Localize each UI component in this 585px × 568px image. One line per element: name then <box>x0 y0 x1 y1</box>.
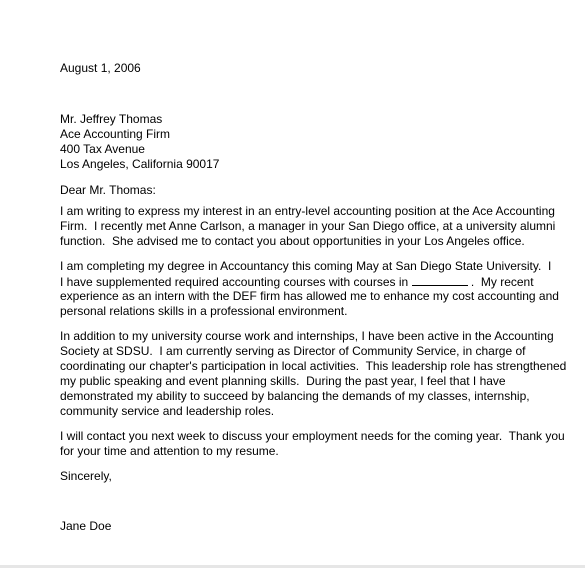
recipient-company: Ace Accounting Firm <box>60 127 171 141</box>
salutation: Dear Mr. Thomas: <box>60 183 156 197</box>
paragraph2-text-after-blank: . My recent <box>467 275 534 289</box>
paragraph3-line: In addition to my university course work and internships, I have been active in the Accounting <box>60 329 554 343</box>
paragraph1-line: I am writing to express my interest in an entry-level accounting position at the Ace Accounting <box>60 204 555 218</box>
fill-in-blank <box>412 274 468 286</box>
paragraph3-line: Society at SDSU. I am currently serving as Director of Community Service, in charge of <box>60 344 526 358</box>
signature-name: Jane Doe <box>60 519 112 533</box>
paragraph3-line: my public speaking and event planning skills. During the past year, I feel that I have <box>60 374 506 388</box>
recipient-street: 400 Tax Avenue <box>60 142 145 156</box>
paragraph3-line: community service and leadership roles. <box>60 404 275 418</box>
recipient-name: Mr. Jeffrey Thomas <box>60 112 163 126</box>
paragraph4-line: I will contact you next week to discuss your employment needs for the coming year. Thank you <box>60 429 565 443</box>
paragraph2-text-before-blank: I have supplemented required accounting courses with courses in <box>60 275 412 289</box>
paragraph3-line: coordinating our chapter's participation in local activities. This leadership role has strengthened <box>60 359 567 373</box>
paragraph2-line: I am completing my degree in Accountancy this coming May at San Diego State University. I <box>60 259 552 273</box>
paragraph3-line: demonstrated my ability to succeed by balancing the demands of my classes, internship, <box>60 389 530 403</box>
letter-date: August 1, 2006 <box>60 61 141 75</box>
paragraph2-line: experience as an intern with the DEF firm has allowed me to enhance my cost accounting and <box>60 289 559 303</box>
paragraph4-line: for your time and attention to my resume. <box>60 444 279 458</box>
paragraph1-line: Firm. I recently met Anne Carlson, a manager in your San Diego office, at a university alumni <box>60 219 556 233</box>
closing: Sincerely, <box>60 469 112 483</box>
paragraph1-line: function. She advised me to contact you about opportunities in your Los Angeles office. <box>60 234 525 248</box>
paragraph2-line: personal relations skills in a professional environment. <box>60 304 348 318</box>
recipient-city: Los Angeles, California 90017 <box>60 157 220 171</box>
